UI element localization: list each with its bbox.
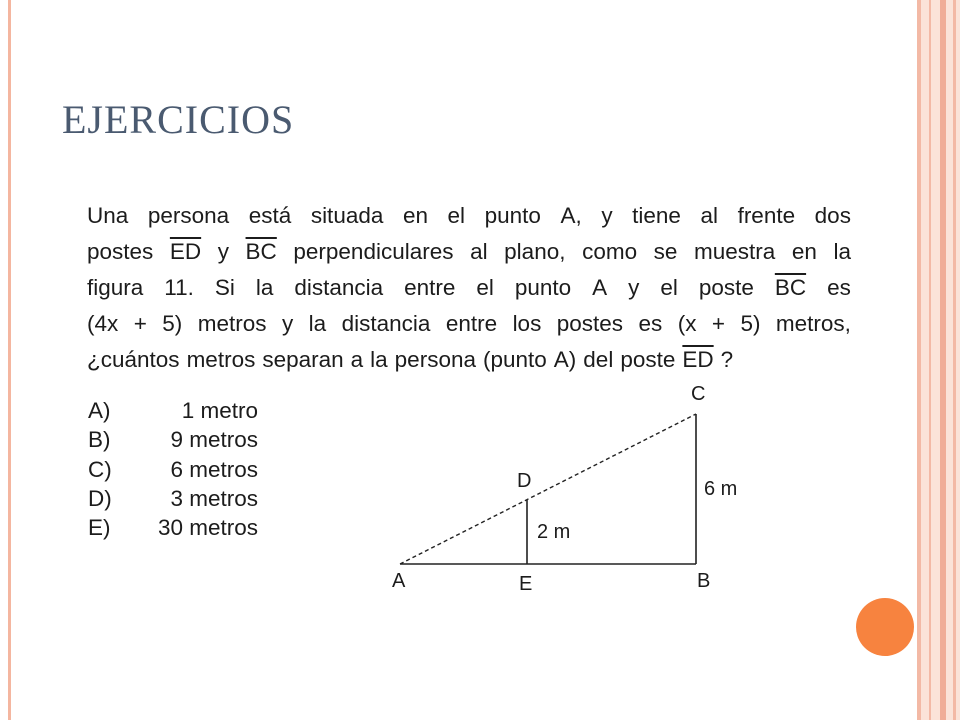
problem-word: +	[133, 311, 147, 336]
problem-word: como	[582, 239, 638, 264]
problem-word: metros	[197, 311, 267, 336]
problem-word: persona	[394, 347, 476, 372]
problem-word: plano,	[504, 239, 566, 264]
problem-word: la	[370, 347, 388, 372]
problem-word: la	[308, 311, 327, 336]
option-text: 30 metros	[157, 515, 258, 541]
problem-word: frente	[737, 203, 796, 228]
problem-word: el	[660, 275, 678, 300]
option-letter: E)	[88, 515, 111, 541]
problem-word: perpendiculares	[293, 239, 454, 264]
problem-word: Una	[87, 203, 129, 228]
option-text: 3 metros	[170, 485, 258, 511]
problem-word: A)	[553, 347, 577, 372]
problem-word: y	[628, 275, 640, 300]
problem-word: a	[350, 347, 364, 372]
segment-BC: $\overline{BC}$	[774, 275, 807, 300]
problem-word: poste	[620, 347, 676, 372]
problem-word: ?	[720, 347, 734, 372]
slide-title: EJERCICIOS	[62, 97, 295, 142]
problem-word: poste	[698, 275, 754, 300]
point-label-B: B	[697, 570, 711, 592]
point-label-A: A	[392, 570, 406, 592]
problem-word: en	[791, 239, 817, 264]
point-label-D: D	[517, 470, 532, 492]
problem-word: del	[583, 347, 614, 372]
problem-word: A,	[560, 203, 582, 228]
problem-word: punto	[514, 275, 572, 300]
option-letter: B)	[88, 427, 111, 453]
segment-BC: $\overline{BC}$	[245, 239, 277, 264]
problem-word: entre	[404, 275, 456, 300]
problem-word: tiene	[632, 203, 681, 228]
problem-word: distancia	[294, 275, 384, 300]
problem-word: es	[638, 311, 663, 336]
segment-ED: $\overline{ED}$	[682, 347, 714, 372]
problem-word: la	[255, 275, 274, 300]
problem-word: y	[601, 203, 613, 228]
segment-ED: $\overline{ED}$	[169, 239, 202, 264]
problem-word: el	[476, 275, 494, 300]
point-label-C: C	[691, 383, 706, 405]
problem-word: muestra	[694, 239, 776, 264]
problem-word: los	[512, 311, 542, 336]
problem-word: y	[281, 311, 294, 336]
option-text: 6 metros	[170, 456, 258, 482]
problem-word: 5)	[162, 311, 183, 336]
problem-word: y	[217, 239, 229, 264]
problem-word: en	[402, 203, 428, 228]
problem-word: 11.	[164, 275, 194, 300]
problem-word: es	[827, 275, 851, 300]
option-letter: D)	[88, 485, 112, 511]
problem-word: situada	[310, 203, 384, 228]
problem-word: +	[711, 311, 726, 336]
problem-word: al	[700, 203, 718, 228]
problem-word: postes	[87, 239, 154, 264]
point-label-E: E	[519, 573, 533, 595]
problem-word: (4x	[87, 311, 119, 336]
measure-label-DE: 2 m	[537, 521, 571, 543]
problem-word: punto	[484, 203, 541, 228]
problem-word: (punto	[482, 347, 547, 372]
problem-word: la	[833, 239, 851, 264]
problem-word: 5)	[740, 311, 761, 336]
problem-word: Si	[214, 275, 235, 300]
problem-word: A	[592, 275, 608, 300]
problem-word: distancia	[341, 311, 431, 336]
problem-word: está	[248, 203, 292, 228]
problem-word: (x	[677, 311, 697, 336]
option-text: 1 metro	[181, 398, 258, 423]
option-text: 9 metros	[170, 427, 258, 453]
problem-word: entre	[445, 311, 498, 336]
option-letter: C)	[88, 456, 112, 482]
problem-word: metros,	[775, 311, 851, 336]
problem-word: ¿cuántos	[87, 347, 180, 372]
problem-word: metros	[186, 347, 256, 372]
measure-label-BC: 6 m	[704, 478, 738, 500]
problem-word: al	[470, 239, 488, 264]
problem-word: separan	[262, 347, 344, 372]
problem-word: dos	[814, 203, 851, 228]
problem-word: postes	[556, 311, 624, 336]
problem-word: persona	[147, 203, 230, 228]
option-letter: A)	[88, 398, 111, 423]
problem-word: el	[447, 203, 466, 228]
problem-word: figura	[87, 275, 144, 300]
problem-word: se	[653, 239, 678, 264]
